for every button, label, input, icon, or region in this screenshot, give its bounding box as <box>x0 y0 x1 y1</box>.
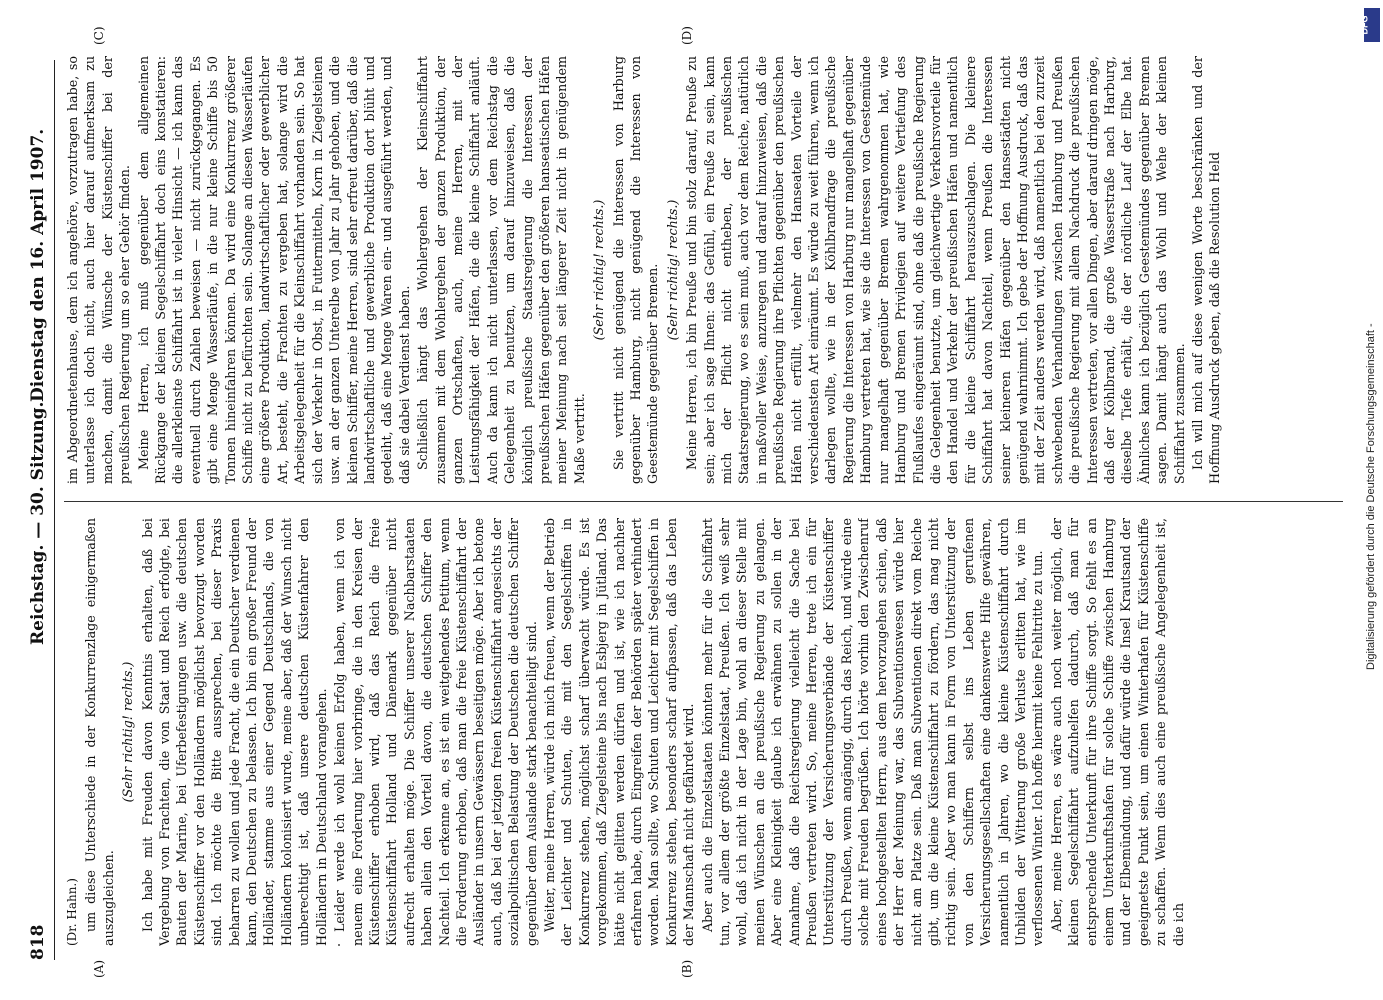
credit-text: Digitalisierung gefördert durch die Deutsche Forschungsgemeinschaft - <box>1365 323 1377 670</box>
speaker-label: (Dr. Hahn.) <box>65 878 79 946</box>
paragraph: Aber, meine Herren, es wäre auch noch weiter möglich, der kleinen Segelschiffahrt aufzuhelfen dadurch, daß man für entsprechende Unterkunft für ihre Schiffe sorgt. So fehlt es an einem Unterkunftshafen für solche Schiffe zwischen Hamburg und der Elbemündung, und dafür würde die Insel Krautsand der geeignetste Punkt sein, um einen Winterhafen für Küstenschiffe zu schaffen. Wenn dies auch eine preußische Angelegenheit ist, die ich <box>1048 518 1186 946</box>
paragraph: Ich habe mit Freuden davon Kenntnis erhalten, daß bei Vergebung von Frachten, die von Staat und Reich erfolgte, bei Bauten der Marine, bei Uferbefestigungen usw. die deutschen Küstenschiffer vor den Holländern möglichst bevorzugt worden sind. Ich möchte die Bitte aussprechen, bei dieser Praxis beharren zu wollen und jede Fracht, die ein Deutscher verdienen kann, den Deutschen zu belassen. Ich bin ein großer Freund der Holländer, stamme aus einer Gegend Deutschlands, die von Holländern kolonisiert wurde, meine aber, daß der Wunsch nicht unberechtigt ist, daß unsere deutschen Küstenfahrer den Holländern in Deutschland vorangehen. <box>139 518 329 946</box>
right-column <box>64 56 1343 484</box>
page-number: 818 <box>28 924 48 960</box>
digitization-credit <box>1360 10 1382 670</box>
scan-speck <box>338 944 340 946</box>
column-divider <box>64 501 1343 502</box>
paragraph: um diese Unterschiede in der Konkurrenzlage einigermaßen auszugleichen. <box>83 518 116 946</box>
margin-marker-c: (C) <box>92 26 106 45</box>
paragraph: Aber auch die Einzelstaaten könnten mehr für die Schiffahrt tun, vor allem der größte Einzelstaat, Preußen. Ich weiß sehr wohl, daß ich nicht in der Lage bin, wohl an dieser Stelle mit meinen Wünschen an die preußische Regierung zu gelangen. Aber eine Kleinigkeit glaube ich erwähnen zu sollen in der Annahme, daß die Reichsregierung vielleicht die Sache bei Preußen vertreten wird. So, meine Herren, trete ich ein für Unterstützung der Versicherungsverbände der Küstenschiffer durch Preußen, wenn angängig, durch das Reich, und würde eine solche mit Freuden begrüßen. Ich hörte vorhin den Zwischenruf eines hochgestellten Herrn, aus dem hervorzugehen schien, daß der Herr der Meinung war, das Subventionswesen würde hier nicht am Platze sein. Daß man Subventionen direkt vom Reiche gibt, um die kleine Küstenschiffahrt zu fördern, das mag nicht richtig sein. Aber wo man kann in Form von Unterstützung der von den Schiffern selbst ins Leben gerufenen Versicherungsgesellschaften eine dankenswerte Hilfe gewähren, namentlich in Jahren, wo die kleine Küstenschiffahrt durch Unbilden der Witterung große Verluste erlitten hat, wie im verflossenen Winter. Ich hoffe hiermit keine Fehltritte zu tun. <box>699 518 1046 946</box>
paragraph: Meine Herren, ich muß gegenüber dem allgemeinen Rückgange der kleinen Segelschiffahrt doch eins konstatieren: die allerkleinste Schiffahrt ist in vieler Hinsicht — ich kann das eventuell durch Zahlen beweisen — nicht zurückgegangen. Es gibt eine Menge Wasserläufe, in die nur kleine Schiffe bis 50 Tonnen hineinfahren können. Da wird eine Konkurrenz größerer Schiffe nicht zu befürchten sein. Solange an diesen Wasserläufen eine größere Produktion, landwirtschaftlicher oder gewerblicher Art, besteht, die Frachten zu vergeben hat, solange wird die Arbeitsgelegenheit für die Kleinschiffahrt vorhanden sein. So hat sich der Verkehr in Obst, in Futtermitteln, Korn in Ziegelsteinen usw. an der ganzen Unterelbe von Jahr zu Jahr gehoben, und die kleinen Schiffer, meine Herren, sind sehr erfreut darüber, daß die landwirtschaftliche und gewerbliche Produktion dort blüht und gedeiht, daß eine Menge Waren ein- und ausgeführt werden, und daß sie dabei Verdienst haben. <box>135 56 412 484</box>
applause-note: (Sehr richtig! rechts.) <box>591 199 607 341</box>
dfg-logo-text: DFG <box>1359 15 1370 35</box>
paragraph: im Abgeordnetenhause, dem ich angehöre, vorzutragen habe, so unterlasse ich doch nicht, auch hier darauf aufmerksam zu machen, damit die Wünsche der Küstenschiffer bei der preußischen Regierung um so eher Gehör finden. <box>65 56 133 484</box>
paragraph: Schließlich hängt das Wohlergehen der Kleinschiffahrt zusammen mit dem Wohlergehen der ganzen Produktion, der ganzen Ortschaften, auch, meine Herren, mit der Leistungsfähigkeit der Häfen, die die kleine Schiffahrt anläuft. Auch da kann ich nicht unterlassen, vor dem Reichstag die Gelegenheit zu benutzen, um darauf hinzuweisen, daß die königlich preußische Staatsregierung die Interessen der preußischen Häfen gegenüber den größeren hanseatischen Häfen meiner Meinung nach seit längerer Zeit nicht in genügendem Maße vertritt. <box>415 56 587 484</box>
left-column <box>64 518 1343 946</box>
margin-marker-a: (A) <box>92 959 106 978</box>
applause-note: (Sehr richtig! rechts.) <box>120 661 136 803</box>
running-header <box>18 60 55 960</box>
session-date: Dienstag den 16. April 1907. <box>28 128 48 402</box>
applause-note: (Sehr richtig! rechts.) <box>664 199 680 341</box>
session-title: Reichstag. — 30. Sitzung. <box>28 401 48 645</box>
paragraph: Leider werde ich wohl keinen Erfolg haben, wenn ich von neuem eine Forderung hier vorbringe, die in den Kreisen der Küstenschiffer erhoben wird, daß das Reich die freie Küstenschiffahrt Holland und Dänemark gegenüber nicht aufrecht erhalten möge. Die Schiffer unserer Nachbarstaaten haben allein den Vorteil davon, die deutschen Schiffer den Nachteil. Ich erkenne an, es ist ein weitgehendes Petitum, wenn die Forderung erhoben, daß man die freie Küstenschiffahrt der Ausländer in unsern Gewässern beseitigen möge. Aber ich betone auch, daß bei der jetzigen freien Küstenschiffahrt angesichts der sozialpolitischen Belastung der Deutschen die deutschen Schiffer gegenüber dem Auslande stark benachteiligt sind. <box>332 518 539 946</box>
paragraph: Sie vertritt nicht genügend die Interessen von Harburg gegenüber Hamburg, nicht genügend die Interessen von Geestemünde gegenüber Bremen. <box>610 56 661 484</box>
paragraph: Ich will mich auf diese wenigen Worte beschränken und der Hoffnung Ausdruck geben, daß die Resolution Held <box>1190 56 1223 484</box>
paragraph: Meine Herren, ich bin Preuße und bin stolz darauf, Preuße zu sein; aber ich sage Ihnen: das Gefühl, ein Preuße zu sein, kann mich der Pflicht nicht entheben, der preußischen Staatsregierung, wo es sein muß, auch vor dem Reiche, natürlich in maßvoller Weise, anzuregen und darauf hinzuweisen, daß die preußische Regierung ihre Pflichten gegenüber den preußischen Häfen nicht erfüllt, vielmehr den Hanseaten Vorteile der verschiedensten Art einräumt. Es würde zu weit führen, wenn ich darlegen wollte, wie in der Köhlbrandfrage die preußische Regierung die Interessen von Harburg nur mangelhaft gegenüber Hamburg vertreten hat, wie sie die Interessen von Geestemünde nur mangelhaft gegenüber Bremen wahrgenommen hat, wie Hamburg und Bremen Privilegien auf weitere Vertiefung des Flußlaufes eingeräumt sind, ohne daß die preußische Regierung die Gelegenheit benutzte, um gleichwertige Verkehrsvorteile für den Handel und Verkehr der preußischen Häfen und namentlich für die kleine Schiffahrt herauszuschlagen. Die kleinere Schiffahrt hat davon Nachteil, wenn Preußen die Interessen seiner kleineren Häfen gegenüber den Hansestädten nicht genügend wahrnimmt. Ich gebe der Hoffnung Ausdruck, daß das mit der Zeit anders werden wird, daß namentlich bei den zurzeit schwebenden Verhandlungen zwischen Hamburg und Preußen die preußische Regierung mit allem Nachdruck die preußischen Interessen vertreten, vor allen Dingen, aber darauf dringen möge, daß der Köhlbrand, die große Wasserstraße nach Harburg, dieselbe Tiefe erhält, die der nördliche Lauf der Elbe hat. Ähnliches kann ich bezüglich Geestemündes gegenüber Bremen sagen. Damit hängt auch das Wohl und Wehe der kleinen Schiffahrt zusammen. <box>684 56 1187 484</box>
margin-marker-d: (D) <box>680 26 694 45</box>
paragraph: Weiter, meine Herren, würde ich mich freuen, wenn der Betrieb der Leichter und Schuten, die mit den Segelschiffen in Konkurrenz stehen, möglichst scharf überwacht würde. Es ist vorgekommen, daß Ziegelsteine bis nach Esbjerg in Jütland. Das hätte nicht gelitten werden dürfen und ist, wie ich nachher erfahren habe, durch Eingreifen der Behörden später verhindert worden. Man sollte, wo Schuten und Leichter mit Segelschiffen in Konkurrenz stehen, besonders scharf aufpassen, daß das Leben der Mannschaft nicht gefährdet wird. <box>541 518 697 946</box>
margin-marker-b: (B) <box>680 959 694 978</box>
dfg-logo <box>1359 8 1380 42</box>
